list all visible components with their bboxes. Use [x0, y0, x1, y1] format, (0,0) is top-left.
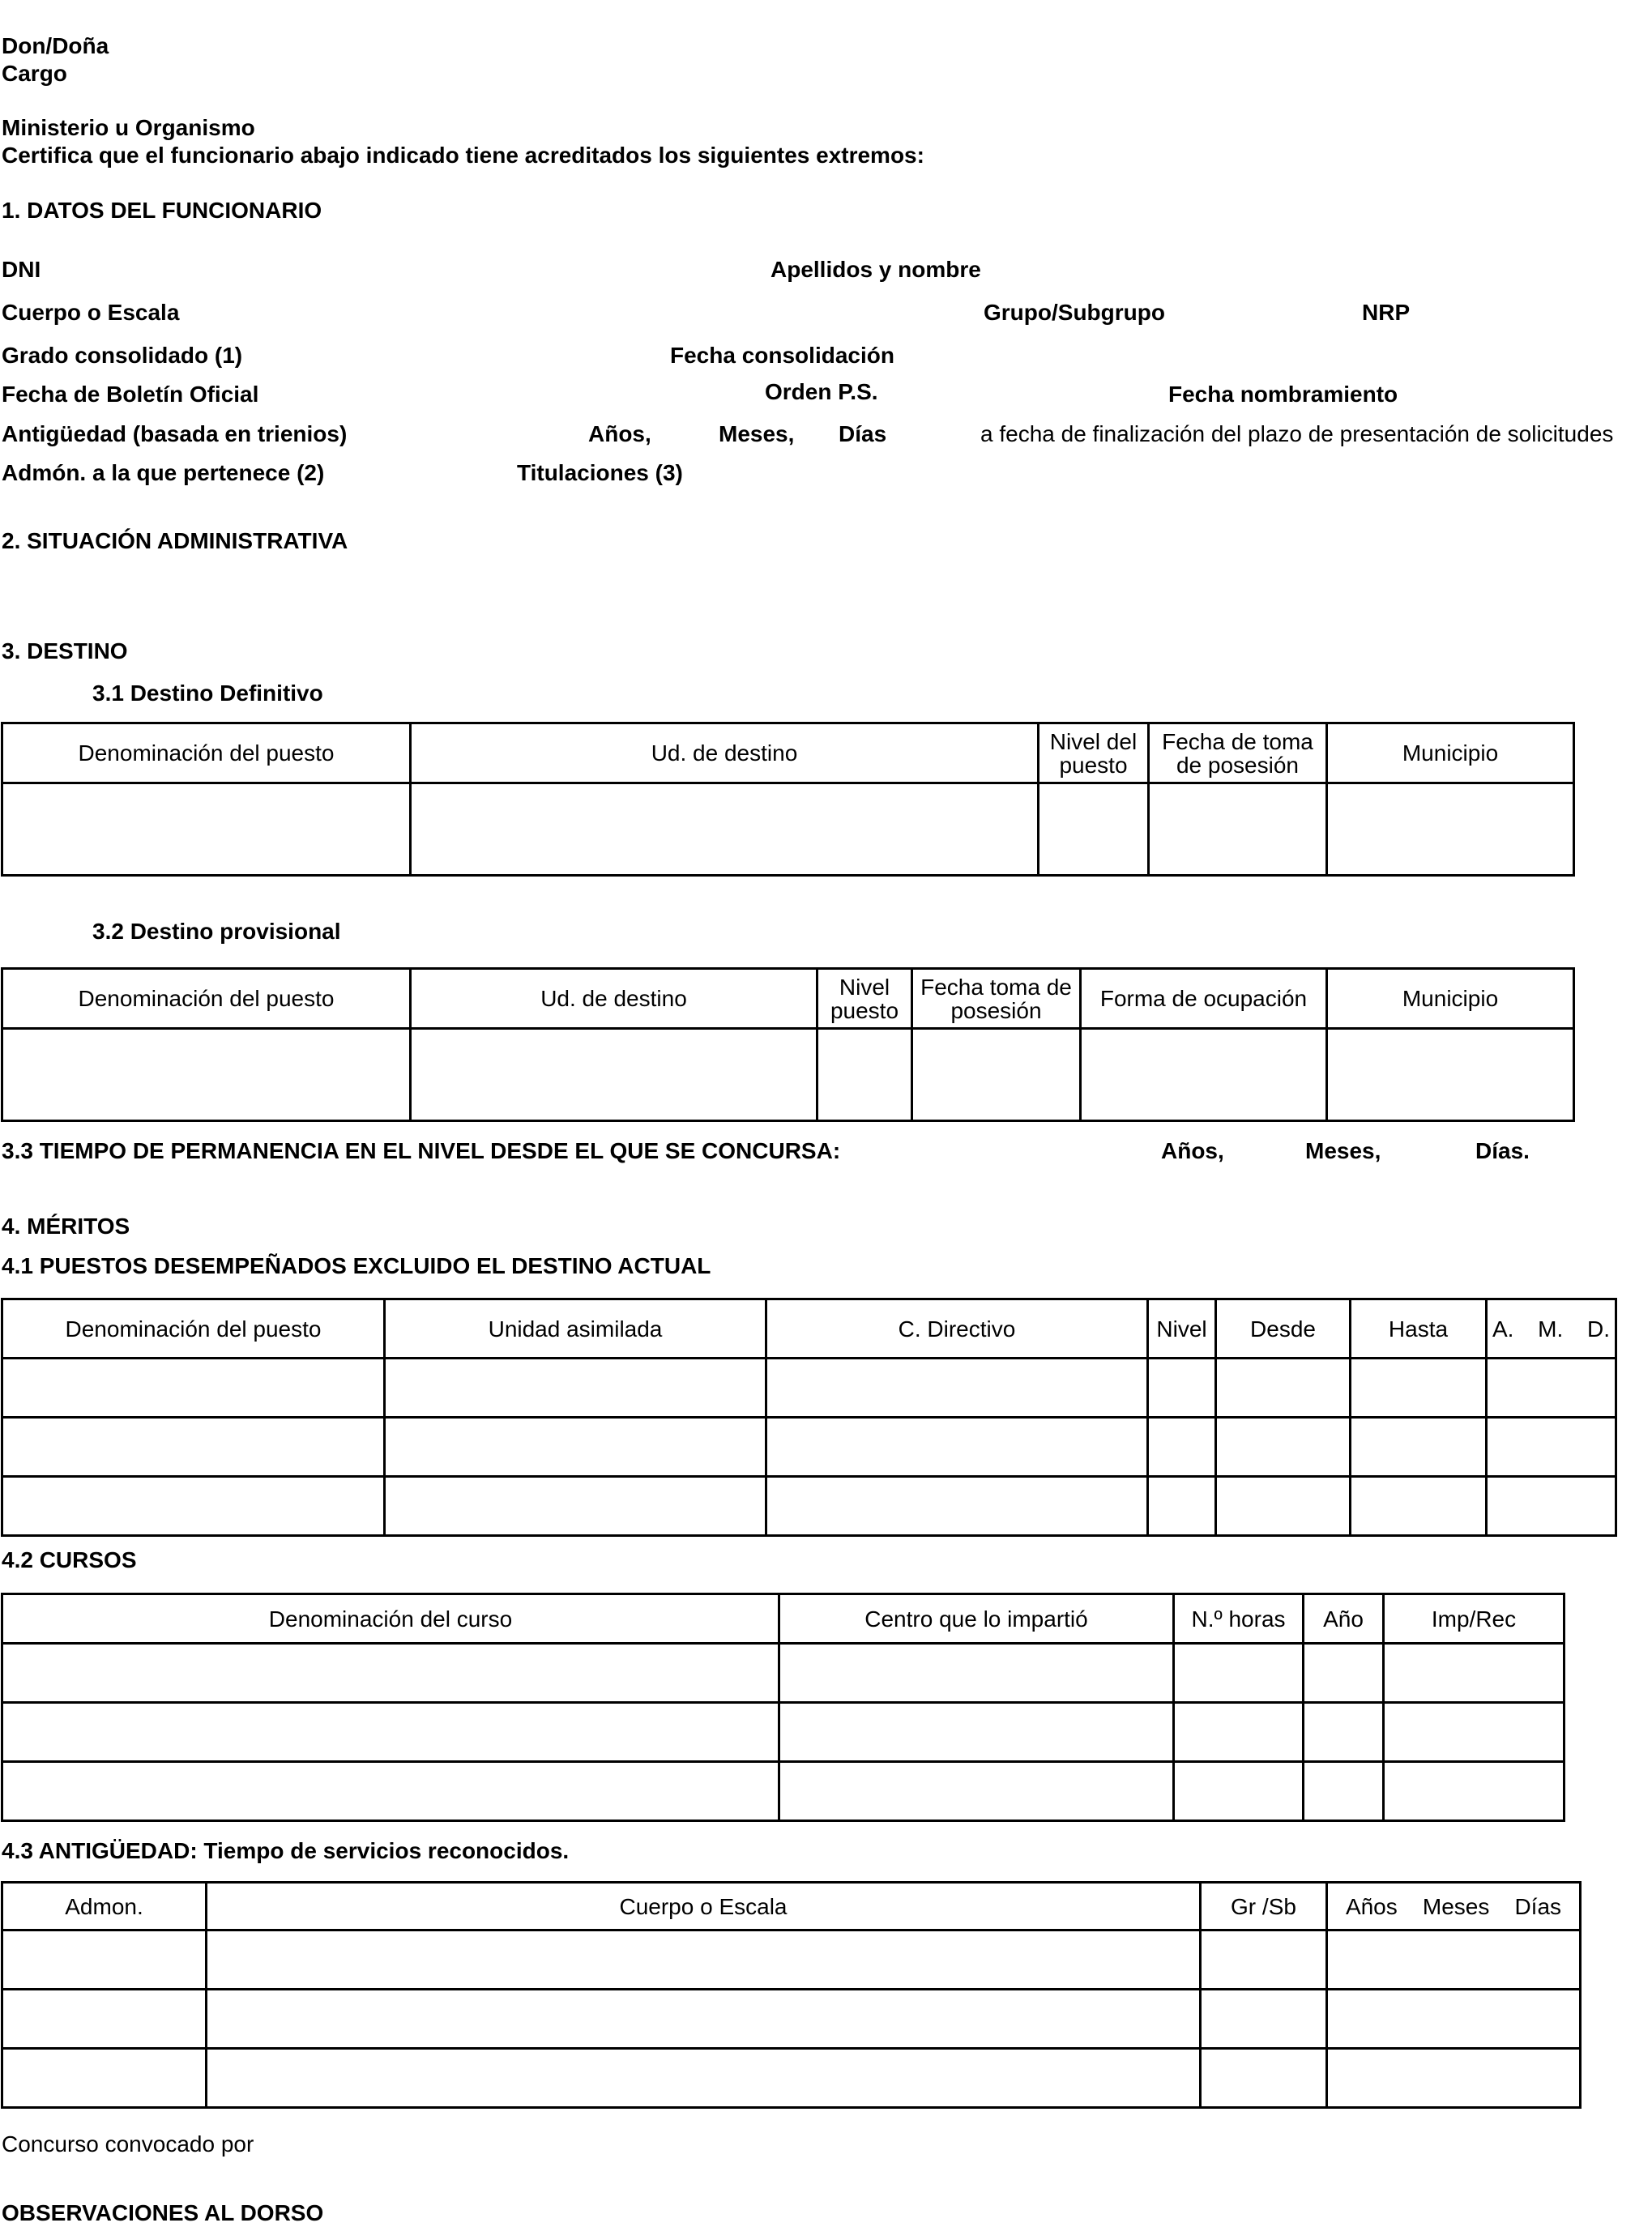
- header-cell: Denominación del puesto: [2, 1299, 385, 1359]
- table-cell[interactable]: [817, 1029, 912, 1121]
- table-cell[interactable]: [779, 1762, 1174, 1821]
- section-4-title: 4. MÉRITOS: [2, 1214, 130, 1239]
- table-cell[interactable]: [2, 2049, 207, 2108]
- header-cell: Fecha toma de posesión: [912, 969, 1081, 1029]
- table-cell[interactable]: [1487, 1477, 1616, 1536]
- table-cell[interactable]: [1201, 2049, 1327, 2108]
- tiempo-permanencia-label: 3.3 TIEMPO DE PERMANENCIA EN EL NIVEL DESDE EL QUE SE CONCURSA:: [2, 1138, 841, 1163]
- cuerpo-label: Cuerpo o Escala: [2, 300, 180, 325]
- table-cell[interactable]: [207, 2049, 1201, 2108]
- antiguedad-table: [1, 1881, 1582, 2109]
- fecha-boletin-label: Fecha de Boletín Oficial: [2, 382, 259, 407]
- antiguedad-meses-label: Meses,: [719, 421, 795, 446]
- apellidos-label: Apellidos y nombre: [771, 257, 981, 282]
- table-cell[interactable]: [385, 1359, 766, 1418]
- header-cell: Cuerpo o Escala: [207, 1883, 1201, 1930]
- table-cell[interactable]: [1327, 1029, 1574, 1121]
- amd-dias: D.: [1586, 1316, 1610, 1342]
- table-cell[interactable]: [1384, 1703, 1564, 1762]
- header-cell: Hasta: [1351, 1299, 1487, 1359]
- table-cell[interactable]: [912, 1029, 1081, 1121]
- table-cell[interactable]: [766, 1359, 1148, 1418]
- amd-anos: A.: [1492, 1316, 1514, 1342]
- table-cell[interactable]: [1216, 1418, 1351, 1477]
- table-cell[interactable]: [2, 1644, 779, 1703]
- header-cell: Imp/Rec: [1384, 1594, 1564, 1644]
- table-cell[interactable]: [1304, 1762, 1384, 1821]
- ministerio-label: Ministerio u Organismo: [2, 115, 255, 140]
- table-cell[interactable]: [2, 1762, 779, 1821]
- observaciones-label: OBSERVACIONES AL DORSO: [2, 2200, 324, 2225]
- table-cell[interactable]: [1327, 1990, 1581, 2049]
- destino-provisional-table: [1, 967, 1575, 1122]
- nrp-label: NRP: [1362, 300, 1411, 325]
- antiguedad-anos-label: Años,: [588, 421, 651, 446]
- header-cell: Años Meses Días: [1327, 1883, 1581, 1930]
- cursos-title: 4.2 CURSOS: [2, 1547, 137, 1572]
- header-cell: Nivel: [1148, 1299, 1216, 1359]
- table-cell[interactable]: [1201, 1930, 1327, 1990]
- table-cell[interactable]: [1148, 1359, 1216, 1418]
- table-cell[interactable]: [411, 783, 1039, 876]
- table-cell[interactable]: [1327, 1930, 1581, 1990]
- table-cell[interactable]: [1174, 1644, 1304, 1703]
- fecha-fin-plazo-text: a fecha de finalización del plazo de presentación de solicitudes: [980, 421, 1614, 446]
- header-cell: Nivel puesto: [817, 969, 912, 1029]
- antiguedad-dias-label: Días: [839, 421, 887, 446]
- header-cell: Denominación del curso: [2, 1594, 779, 1644]
- table-cell[interactable]: [1351, 1418, 1487, 1477]
- table-cell[interactable]: [2, 1703, 779, 1762]
- header-cell: Gr /Sb: [1201, 1883, 1327, 1930]
- antiguedad-label: Antigüedad (basada en trienios): [2, 421, 348, 446]
- certifica-text: Certifica que el funcionario abajo indicado tiene acreditados los siguientes extremos:: [2, 143, 924, 168]
- header-cell: Denominación del puesto: [2, 969, 411, 1029]
- header-cell-amd: [1487, 1299, 1616, 1359]
- amd-meses: M.: [1538, 1316, 1564, 1342]
- table-cell[interactable]: [1201, 1990, 1327, 2049]
- header-cell: Desde: [1216, 1299, 1351, 1359]
- antiguedad-title: 4.3 ANTIGÜEDAD: Tiempo de servicios reconocidos.: [2, 1838, 570, 1863]
- table-cell[interactable]: [2, 1477, 385, 1536]
- destino-definitivo-title: 3.1 Destino Definitivo: [92, 680, 323, 706]
- header-cell: Municipio: [1327, 969, 1574, 1029]
- table-cell[interactable]: [2, 1418, 385, 1477]
- table-cell[interactable]: [1327, 783, 1574, 876]
- header-cell: Nivel del puesto: [1039, 723, 1149, 783]
- header-cell: Año: [1304, 1594, 1384, 1644]
- tiempo-anos-label: Años,: [1161, 1138, 1224, 1163]
- table-cell[interactable]: [1174, 1762, 1304, 1821]
- header-cell: Municipio: [1327, 723, 1574, 783]
- table-cell[interactable]: [411, 1029, 817, 1121]
- grado-label: Grado consolidado (1): [2, 343, 243, 368]
- admon-label: Admón. a la que pertenece (2): [2, 460, 325, 485]
- header-cell: C. Directivo: [766, 1299, 1148, 1359]
- table-cell[interactable]: [1039, 783, 1149, 876]
- titulaciones-label: Titulaciones (3): [517, 460, 683, 485]
- table-cell[interactable]: [1487, 1359, 1616, 1418]
- table-cell[interactable]: [1304, 1644, 1384, 1703]
- table-cell[interactable]: [1148, 1418, 1216, 1477]
- header-cell: Denominación del puesto: [2, 723, 411, 783]
- table-cell[interactable]: [1487, 1418, 1616, 1477]
- grupo-label: Grupo/Subgrupo: [984, 300, 1165, 325]
- header-cell: Centro que lo impartió: [779, 1594, 1174, 1644]
- table-cell[interactable]: [1149, 783, 1327, 876]
- table-cell[interactable]: [1351, 1359, 1487, 1418]
- table-cell[interactable]: [1174, 1703, 1304, 1762]
- table-cell[interactable]: [766, 1418, 1148, 1477]
- table-cell[interactable]: [1148, 1477, 1216, 1536]
- table-cell[interactable]: [207, 1930, 1201, 1990]
- header-cell: Ud. de destino: [411, 969, 817, 1029]
- table-cell[interactable]: [1304, 1703, 1384, 1762]
- table-cell[interactable]: [1384, 1644, 1564, 1703]
- destino-definitivo-table: [1, 722, 1575, 877]
- fecha-consolidacion-label: Fecha consolidación: [670, 343, 894, 368]
- table-cell[interactable]: [1351, 1477, 1487, 1536]
- table-cell[interactable]: [1216, 1359, 1351, 1418]
- section-3-title: 3. DESTINO: [2, 638, 128, 663]
- don-dona-label: Don/Doña: [2, 33, 109, 58]
- fecha-nombramiento-label: Fecha nombramiento: [1168, 382, 1398, 407]
- header-cell: Ud. de destino: [411, 723, 1039, 783]
- table-cell[interactable]: [2, 1990, 207, 2049]
- table-cell[interactable]: [1216, 1477, 1351, 1536]
- table-cell[interactable]: [766, 1477, 1148, 1536]
- table-cell[interactable]: [2, 1029, 411, 1121]
- puestos-table: [1, 1298, 1617, 1537]
- destino-provisional-title: 3.2 Destino provisional: [92, 919, 341, 944]
- section-1-title: 1. DATOS DEL FUNCIONARIO: [2, 198, 322, 223]
- table-cell[interactable]: [1327, 2049, 1581, 2108]
- section-2-title: 2. SITUACIÓN ADMINISTRATIVA: [2, 528, 348, 553]
- tiempo-meses-label: Meses,: [1305, 1138, 1381, 1163]
- dni-label: DNI: [2, 257, 41, 282]
- table-cell[interactable]: [2, 1930, 207, 1990]
- concurso-convocado-label: Concurso convocado por: [2, 2131, 254, 2157]
- table-cell[interactable]: [1384, 1762, 1564, 1821]
- header-cell: Fecha de toma de posesión: [1149, 723, 1327, 783]
- header-cell: Admon.: [2, 1883, 207, 1930]
- orden-ps-label: Orden P.S.: [765, 379, 878, 404]
- table-cell[interactable]: [385, 1418, 766, 1477]
- cargo-label: Cargo: [2, 61, 67, 86]
- header-cell: Forma de ocupación: [1081, 969, 1327, 1029]
- table-cell[interactable]: [779, 1703, 1174, 1762]
- header-cell: N.º horas: [1174, 1594, 1304, 1644]
- table-cell[interactable]: [1081, 1029, 1327, 1121]
- cursos-table: [1, 1593, 1565, 1822]
- table-cell[interactable]: [207, 1990, 1201, 2049]
- table-cell[interactable]: [385, 1477, 766, 1536]
- table-cell[interactable]: [2, 783, 411, 876]
- puestos-desempenados-title: 4.1 PUESTOS DESEMPEÑADOS EXCLUIDO EL DESTINO ACTUAL: [2, 1253, 711, 1278]
- tiempo-dias-label: Días.: [1475, 1138, 1530, 1163]
- header-cell: Unidad asimilada: [385, 1299, 766, 1359]
- table-cell[interactable]: [2, 1359, 385, 1418]
- table-cell[interactable]: [779, 1644, 1174, 1703]
